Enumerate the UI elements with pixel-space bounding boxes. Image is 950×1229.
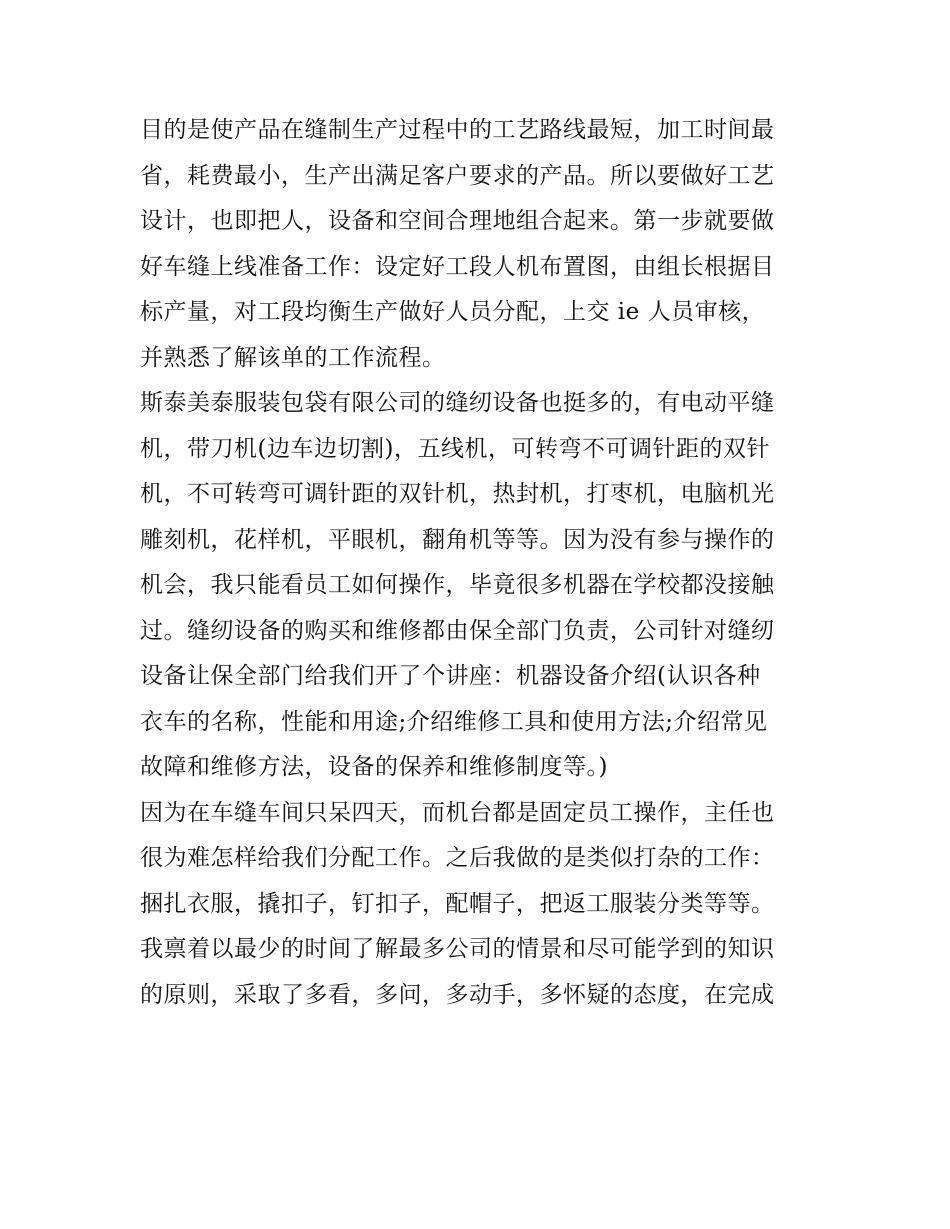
text-line: 斯泰美泰服装包袋有限公司的缝纫设备也挺多的，有电动平缝 xyxy=(140,390,775,416)
text-line: 衣车的名称，性能和用途;介绍维修工具和使用方法;介绍常见 xyxy=(140,708,768,735)
text-line: 的原则，采取了多看，多问，多动手，多怀疑的态度，在完成 xyxy=(140,981,775,1008)
text-line: 故障和维修方法，设备的保养和维修制度等。) xyxy=(140,754,608,780)
text-line: 并熟悉了解该单的工作流程。 xyxy=(140,344,446,371)
text-line: 因为在车缝车间只呆四天，而机台都是固定员工操作，主任也 xyxy=(140,799,775,826)
text-line: 机，带刀机(边车边切割)，五线机，可转弯不可调针距的双针 xyxy=(140,435,770,462)
text-line: 捆扎衣服，撬扣子，钉扣子，配帽子，把返工服装分类等等。 xyxy=(140,890,775,917)
text-line: 我禀着以最少的时间了解最多公司的情景和尽可能学到的知识 xyxy=(140,936,775,962)
text-line: 机会，我只能看员工如何操作，毕竟很多机器在学校都没接触 xyxy=(140,572,775,598)
text-line: 设备让保全部门给我们开了个讲座：机器设备介绍(认识各种 xyxy=(140,663,761,689)
text-line: 好车缝上线准备工作：设定好工段人机布置图，由组长根据目 xyxy=(140,253,775,280)
text-line: 机，不可转弯可调针距的双针机，热封机，打枣机，电脑机光 xyxy=(140,481,775,507)
text-line: 雕刻机，花样机，平眼机，翻角机等等。因为没有参与操作的 xyxy=(140,526,775,553)
text-line: 目的是使产品在缝制生产过程中的工艺路线最短，加工时间最 xyxy=(140,117,775,143)
text-line: 过。缝纫设备的购买和维修都由保全部门负责，公司针对缝纫 xyxy=(140,617,775,644)
body-text xyxy=(140,108,820,1018)
text-line: 省，耗费最小，生产出满足客户要求的产品。所以要做好工艺 xyxy=(140,162,775,189)
text-line: 设计，也即把人，设备和空间合理地组合起来。第一步就要做 xyxy=(140,208,775,234)
text-line: 标产量，对工段均衡生产做好人员分配，上交 ie 人员审核， xyxy=(140,299,766,325)
text-line: 很为难怎样给我们分配工作。之后我做的是类似打杂的工作： xyxy=(140,845,775,871)
